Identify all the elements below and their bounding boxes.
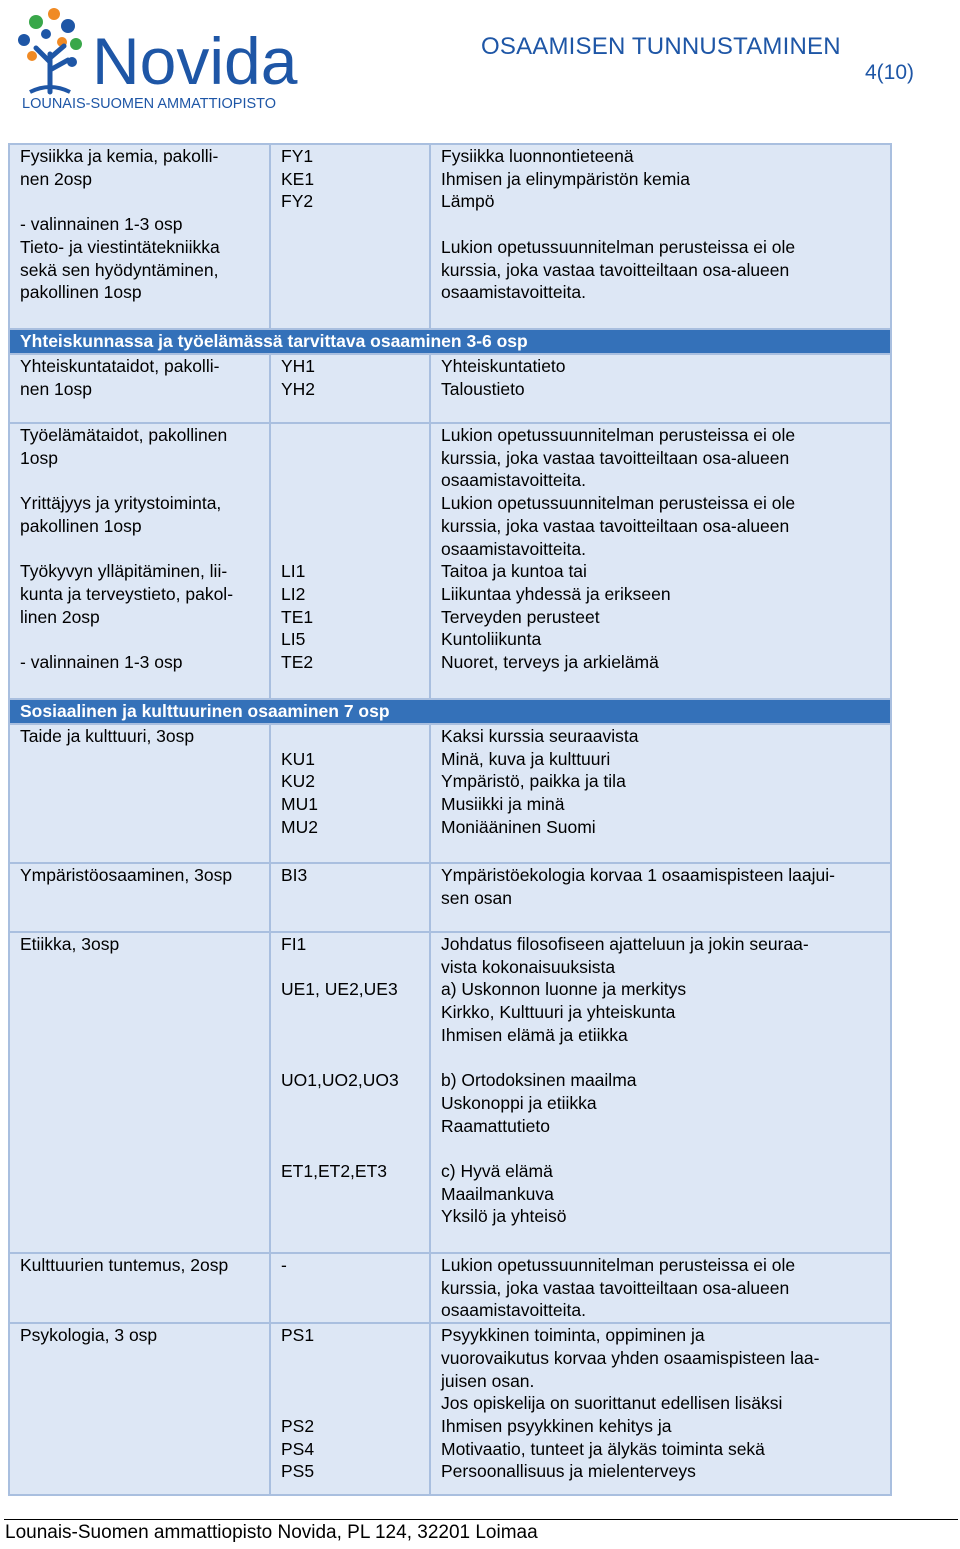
text-line: linen 2osp — [20, 606, 100, 627]
text-line: osaamistavoitteita. — [441, 1300, 586, 1321]
line-gap — [281, 515, 419, 538]
cell-courses — [270, 863, 430, 932]
text-line: osaamistavoitteita. — [441, 470, 586, 491]
text-line: Kaksi kurssia seuraavista — [441, 726, 639, 746]
cell-courses — [270, 144, 430, 329]
text-line: Raamattutieto — [441, 1115, 550, 1136]
text-line: Uskonoppi ja etiikka — [441, 1092, 597, 1113]
text-line: osaamistavoitteita. — [441, 282, 586, 303]
cell-module — [9, 1323, 270, 1495]
text-line: Taloustieto — [441, 378, 525, 399]
text-line: Etiikka, 3osp — [20, 934, 120, 954]
table-row — [9, 354, 891, 423]
text-line: Nuoret, terveys ja arkielämä — [441, 652, 659, 673]
cell-description — [430, 144, 891, 329]
page-number: 4(10) — [865, 61, 915, 84]
cell-description — [430, 1323, 891, 1495]
line-gap — [281, 1137, 419, 1160]
table-row — [9, 144, 891, 329]
text-line: Fysiikka luonnontieteenä — [441, 146, 634, 166]
text-line: KU2 — [281, 771, 316, 792]
section-title: Yhteiskunnassa ja työelämässä tarvittava osaaminen 3-6 osp — [9, 329, 891, 354]
text-line: vuorovaikutus korvaa yhden osaamispisteen laa- — [441, 1347, 820, 1368]
text-line: Tieto- ja viestintätekniikka — [20, 236, 220, 257]
text-line: FI1 — [281, 934, 307, 954]
line-gap — [441, 1137, 880, 1160]
text-line: kurssia, joka vastaa tavoitteiltaan osa-alueen — [441, 515, 790, 536]
text-line: UO1,UO2,UO3 — [281, 1070, 399, 1091]
table-row — [9, 863, 891, 932]
logo-wordmark: Novida — [92, 24, 298, 98]
footer-address: Lounais-Suomen ammattiopisto Novida, PL 124, 32201 Loimaa — [5, 1522, 538, 1543]
line-gap — [281, 1392, 419, 1415]
line-gap — [281, 725, 419, 748]
cell-module — [9, 144, 270, 329]
text-line: kurssia, joka vastaa tavoitteiltaan osa-alueen — [441, 1277, 790, 1298]
text-line: pakollinen 1osp — [20, 515, 142, 536]
text-line: Fysiikka ja kemia, pakolli- — [20, 146, 219, 166]
cell-courses — [270, 423, 430, 699]
line-gap — [281, 424, 419, 447]
table-row — [9, 932, 891, 1253]
text-line: Yksilö ja yhteisö — [441, 1206, 567, 1227]
text-line: sen osan — [441, 887, 513, 908]
cell-description — [430, 932, 891, 1253]
text-line: Kirkko, Kulttuuri ja yhteiskunta — [441, 1002, 676, 1023]
cell-module — [9, 354, 270, 423]
cell-description — [430, 423, 891, 699]
text-line: PS2 — [281, 1415, 315, 1436]
text-line: Minä, kuva ja kulttuuri — [441, 748, 611, 769]
logo-subtitle: LOUNAIS-SUOMEN AMMATTIOPISTO — [22, 96, 277, 112]
text-line: ET1,ET2,ET3 — [281, 1160, 388, 1181]
text-line: Ihmisen ja elinympäristön kemia — [441, 168, 690, 189]
text-line: Moniääninen Suomi — [441, 816, 596, 837]
footer-rule — [4, 1519, 958, 1520]
text-line: PS1 — [281, 1325, 315, 1346]
text-line: Kuntoliikunta — [441, 629, 542, 650]
cell-module — [9, 1253, 270, 1323]
text-line: Lukion opetussuunnitelman perusteissa ei ole — [441, 425, 796, 445]
text-line: vista kokonaisuuksista — [441, 956, 616, 977]
novida-logo — [6, 4, 346, 112]
text-line: Persoonallisuus ja mielenterveys — [441, 1461, 696, 1482]
text-line: UE1, UE2,UE3 — [281, 979, 398, 1000]
text-line: - valinnainen 1-3 osp — [20, 651, 183, 672]
text-line: FY1 — [281, 146, 314, 166]
text-line: osaamistavoitteita. — [441, 538, 586, 559]
text-line: MU2 — [281, 816, 318, 837]
table-row — [9, 423, 891, 699]
competence-table — [8, 143, 892, 1496]
text-line: Psyykkinen toiminta, oppiminen ja — [441, 1325, 705, 1346]
text-line: Maailmankuva — [441, 1183, 554, 1204]
text-line: - valinnainen 1-3 osp — [20, 214, 183, 235]
line-gap — [281, 447, 419, 470]
cell-courses — [270, 1323, 430, 1495]
text-line: Yhteiskuntataidot, pakolli- — [20, 356, 220, 376]
text-line: Yrittäjyys ja yritystoiminta, — [20, 493, 222, 514]
text-line: nen 1osp — [20, 378, 93, 399]
line-gap — [281, 469, 419, 492]
text-line: Taide ja kulttuuri, 3osp — [20, 726, 195, 746]
cell-module — [9, 863, 270, 932]
cell-courses — [270, 932, 430, 1253]
text-line: PS5 — [281, 1461, 315, 1482]
cell-courses — [270, 724, 430, 863]
text-line: Yhteiskuntatieto — [441, 356, 566, 376]
text-line: Työelämätaidot, pakollinen — [20, 425, 228, 445]
text-line: Terveyden perusteet — [441, 606, 600, 627]
section-title: Sosiaalinen ja kulttuurinen osaaminen 7 osp — [9, 699, 891, 724]
text-line: Lukion opetussuunnitelman perusteissa ei ole — [441, 1255, 796, 1275]
text-line: b) Ortodoksinen maailma — [441, 1070, 637, 1091]
text-line: PS4 — [281, 1438, 315, 1459]
text-line: 1osp — [20, 447, 58, 468]
line-gap — [441, 213, 880, 236]
text-line: Kulttuurien tuntemus, 2osp — [20, 1255, 229, 1275]
table-row — [9, 1253, 891, 1323]
text-line: MU1 — [281, 794, 318, 815]
section-header-row — [9, 699, 891, 724]
text-line: LI1 — [281, 561, 306, 582]
text-line: Johdatus filosofiseen ajatteluun ja jokin seuraa- — [441, 934, 809, 954]
text-line: Lämpö — [441, 191, 495, 212]
line-gap — [281, 956, 419, 979]
text-line: juisen osan. — [441, 1370, 535, 1391]
line-gap — [281, 1046, 419, 1069]
text-line: pakollinen 1osp — [20, 282, 142, 303]
text-line: Psykologia, 3 osp — [20, 1325, 158, 1346]
line-gap — [441, 1047, 880, 1070]
text-line: Lukion opetussuunnitelman perusteissa ei ole — [441, 236, 796, 257]
table-row — [9, 724, 891, 863]
text-line: nen 2osp — [20, 168, 93, 189]
line-gap — [281, 1370, 419, 1393]
text-line: Musiikki ja minä — [441, 794, 565, 815]
text-line: kurssia, joka vastaa tavoitteiltaan osa-alueen — [441, 259, 790, 280]
text-line: sekä sen hyödyntäminen, — [20, 259, 219, 280]
text-line: Liikuntaa yhdessä ja erikseen — [441, 583, 671, 604]
text-line: c) Hyvä elämä — [441, 1161, 553, 1181]
text-line: Työkyvyn ylläpitäminen, lii- — [20, 561, 228, 582]
cell-description — [430, 1253, 891, 1323]
line-gap — [281, 1001, 419, 1024]
text-line: FY2 — [281, 191, 314, 212]
line-gap — [281, 537, 419, 560]
text-line: YH1 — [281, 356, 316, 376]
line-gap — [20, 538, 259, 561]
text-line: TE1 — [281, 606, 314, 627]
text-line: BI3 — [281, 865, 308, 885]
cell-description — [430, 724, 891, 863]
text-line: YH2 — [281, 378, 316, 399]
text-line: LI2 — [281, 583, 306, 604]
line-gap — [281, 1092, 419, 1115]
tree-logo-icon — [18, 8, 82, 92]
text-line: KU1 — [281, 748, 316, 769]
section-header-row — [9, 329, 891, 354]
text-line: Ympäristöekologia korvaa 1 osaamispisteen laajui- — [441, 865, 835, 885]
text-line: kunta ja terveystieto, pakol- — [20, 583, 234, 604]
cell-description — [430, 354, 891, 423]
cell-description — [430, 863, 891, 932]
cell-module — [9, 724, 270, 863]
table-row — [9, 1323, 891, 1495]
line-gap — [281, 1115, 419, 1138]
text-line: Ihmisen elämä ja etiikka — [441, 1024, 628, 1045]
text-line: TE2 — [281, 651, 314, 672]
line-gap — [20, 469, 259, 492]
text-line: a) Uskonnon luonne ja merkitys — [441, 979, 687, 1000]
text-line: - — [281, 1255, 287, 1275]
line-gap — [281, 1347, 419, 1370]
text-line: Lukion opetussuunnitelman perusteissa ei ole — [441, 493, 796, 514]
text-line: Jos opiskelija on suorittanut edellisen lisäksi — [441, 1393, 783, 1414]
cell-module — [9, 423, 270, 699]
cell-courses — [270, 354, 430, 423]
line-gap — [281, 1024, 419, 1047]
line-gap — [20, 628, 259, 651]
text-line: Motivaatio, tunteet ja älykäs toiminta sekä — [441, 1438, 765, 1459]
line-gap — [20, 190, 259, 213]
text-line: KE1 — [281, 168, 315, 189]
text-line: Taitoa ja kuntoa tai — [441, 561, 587, 582]
cell-courses — [270, 1253, 430, 1323]
document-title: OSAAMISEN TUNNUSTAMINEN — [481, 33, 841, 60]
text-line: Ympäristöosaaminen, 3osp — [20, 865, 233, 885]
text-line: Ihmisen psyykkinen kehitys ja — [441, 1415, 672, 1436]
text-line: LI5 — [281, 629, 306, 650]
text-line: kurssia, joka vastaa tavoitteiltaan osa-alueen — [441, 447, 790, 468]
cell-module — [9, 932, 270, 1253]
line-gap — [281, 492, 419, 515]
text-line: Ympäristö, paikka ja tila — [441, 771, 626, 792]
